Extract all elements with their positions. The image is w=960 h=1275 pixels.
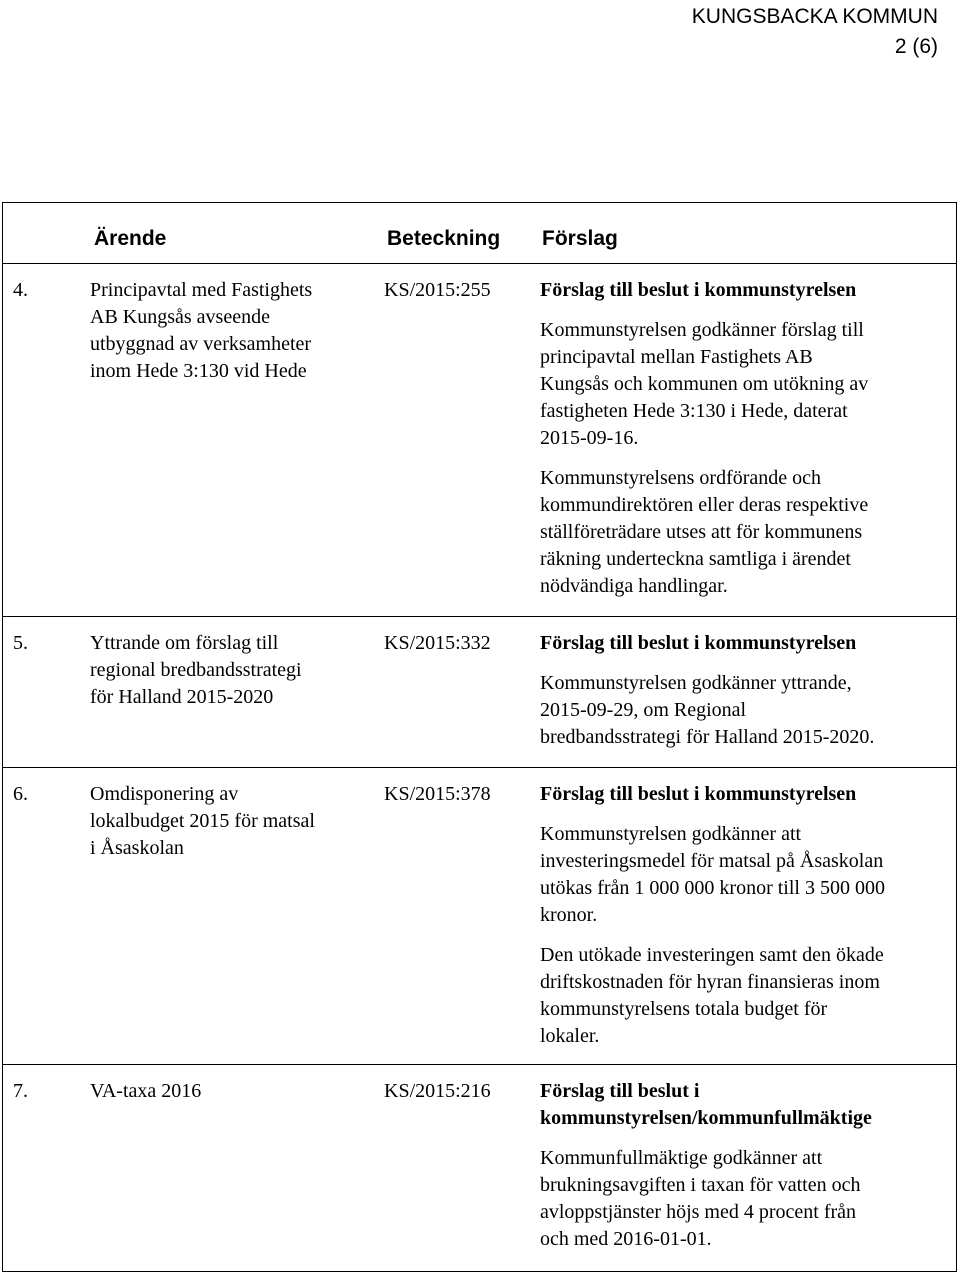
paragraph-line: ställföreträdare utses att för kommunens: [540, 521, 863, 543]
title-line: för Halland 2015-2020: [90, 686, 274, 708]
proposal-paragraph: [540, 670, 950, 751]
proposal-heading: [540, 630, 950, 657]
title-line: regional bredbandsstrategi: [90, 659, 302, 681]
title-line: AB Kungsås avseende: [90, 306, 270, 328]
item-reference: KS/2015:378: [384, 783, 491, 805]
heading-line: Förslag till beslut i kommunstyrelsen: [540, 632, 857, 654]
row-divider: [3, 1064, 956, 1065]
paragraph-line: fastigheten Hede 3:130 i Hede, daterat: [540, 400, 848, 422]
proposal-paragraph: [540, 465, 950, 600]
column-header-beteckning: Beteckning: [387, 227, 501, 250]
proposal-paragraph: [540, 1145, 950, 1253]
item-title: [90, 1078, 375, 1105]
row-divider: [3, 263, 956, 264]
paragraph-line: utökas från 1 000 000 kronor till 3 500 000: [540, 877, 885, 899]
page-number: 2 (6): [894, 35, 938, 58]
paragraph-line: lokaler.: [540, 1025, 600, 1047]
item-number: 6.: [13, 783, 28, 805]
heading-line: kommunstyrelsen/kommunfullmäktige: [540, 1107, 872, 1129]
row-divider: [3, 767, 956, 768]
title-line: lokalbudget 2015 för matsal: [90, 810, 315, 832]
paragraph-line: Den utökade investeringen samt den ökade: [540, 944, 884, 966]
item-proposal: [540, 781, 950, 1050]
item-reference: KS/2015:255: [384, 279, 491, 301]
title-line: i Åsaskolan: [90, 837, 184, 859]
paragraph-line: Kommunstyrelsen godkänner yttrande,: [540, 672, 852, 694]
proposal-heading: [540, 1078, 950, 1132]
column-header-arende: Ärende: [94, 227, 167, 250]
agenda-table: [2, 202, 957, 1272]
heading-line: Förslag till beslut i kommunstyrelsen: [540, 279, 857, 301]
title-line: Yttrande om förslag till: [90, 632, 279, 654]
heading-line: Förslag till beslut i kommunstyrelsen: [540, 783, 857, 805]
proposal-heading: [540, 781, 950, 808]
paragraph-line: kommundirektören eller deras respektive: [540, 494, 869, 516]
item-title: [90, 630, 375, 711]
item-proposal: [540, 1078, 950, 1253]
paragraph-line: och med 2016-01-01.: [540, 1228, 712, 1250]
title-line: inom Hede 3:130 vid Hede: [90, 360, 307, 382]
item-proposal: [540, 277, 950, 600]
proposal-paragraph: [540, 942, 950, 1050]
paragraph-line: Kommunstyrelsen godkänner förslag till: [540, 319, 864, 341]
paragraph-line: nödvändiga handlingar.: [540, 575, 728, 597]
title-line: Omdisponering av: [90, 783, 239, 805]
paragraph-line: brukningsavgiften i taxan för vatten och: [540, 1174, 861, 1196]
paragraph-line: 2015-09-29, om Regional: [540, 699, 747, 721]
paragraph-line: investeringsmedel för matsal på Åsaskolan: [540, 850, 884, 872]
item-title: [90, 277, 375, 385]
paragraph-line: principavtal mellan Fastighets AB: [540, 346, 813, 368]
paragraph-line: driftskostnaden för hyran finansieras inom: [540, 971, 880, 993]
heading-line: Förslag till beslut i: [540, 1080, 700, 1102]
paragraph-line: Kommunstyrelsen godkänner att: [540, 823, 802, 845]
proposal-paragraph: [540, 317, 950, 452]
paragraph-line: kommunstyrelsens totala budget för: [540, 998, 828, 1020]
org-name: KUNGSBACKA KOMMUN: [691, 5, 938, 28]
item-number: 5.: [13, 632, 28, 654]
title-line: VA-taxa 2016: [90, 1080, 202, 1102]
item-title: [90, 781, 375, 862]
paragraph-line: kronor.: [540, 904, 598, 926]
item-proposal: [540, 630, 950, 751]
paragraph-line: bredbandsstrategi för Halland 2015-2020.: [540, 726, 875, 748]
paragraph-line: 2015-09-16.: [540, 427, 639, 449]
item-number: 4.: [13, 279, 28, 301]
paragraph-line: Kommunfullmäktige godkänner att: [540, 1147, 823, 1169]
proposal-paragraph: [540, 821, 950, 929]
item-number: 7.: [13, 1080, 28, 1102]
proposal-heading: [540, 277, 950, 304]
paragraph-line: Kungsås och kommunen om utökning av: [540, 373, 869, 395]
item-reference: KS/2015:216: [384, 1080, 491, 1102]
paragraph-line: avloppstjänster höjs med 4 procent från: [540, 1201, 857, 1223]
paragraph-line: Kommunstyrelsens ordförande och: [540, 467, 822, 489]
page-header: [692, 2, 938, 62]
item-reference: KS/2015:332: [384, 632, 491, 654]
title-line: utbyggnad av verksamheter: [90, 333, 312, 355]
row-divider: [3, 616, 956, 617]
paragraph-line: räkning underteckna samtliga i ärendet: [540, 548, 851, 570]
title-line: Principavtal med Fastighets: [90, 279, 313, 301]
column-header-forslag: Förslag: [542, 227, 618, 250]
